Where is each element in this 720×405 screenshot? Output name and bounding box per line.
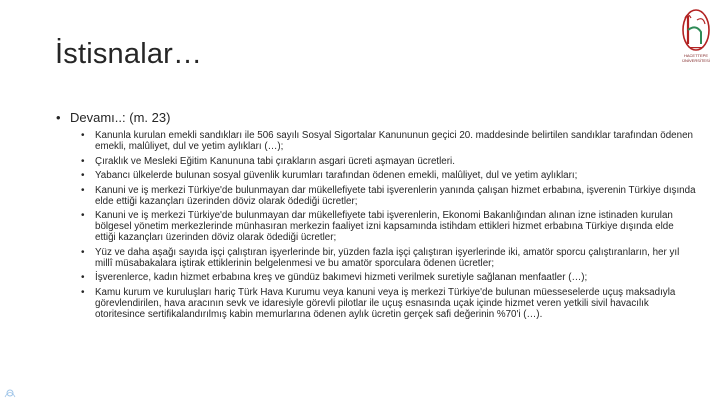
- bullet-icon: •: [81, 210, 85, 221]
- list-item: • Kanunla kurulan emekli sandıkları ile 506 sayılı Sosyal Sigortalar Kanununun geçici 20. maddesinde belirtilen sandıklar tarafından ödenen emekli, malûliyet, dul ve yetim aylıkları (…);: [81, 130, 693, 152]
- main-bullet: [56, 110, 696, 126]
- bullet-icon: •: [81, 184, 85, 196]
- sub-bullet-list: [56, 130, 696, 320]
- slide-title: İstisnalar…: [55, 38, 203, 70]
- list-item: • İşverenlerce, kadın hizmet erbabına kreş ve gündüz bakımevi hizmeti verilmek suretiyle sağlanan menfaatler (…);: [81, 272, 588, 283]
- bullet-icon: •: [81, 170, 85, 181]
- bullet-icon: •: [81, 130, 85, 141]
- list-item: • Yabancı ülkelerde bulunan sosyal güvenlik kurumları tarafından ödenen emekli, malûliyet, dul ve yetim aylıkları;: [81, 170, 578, 181]
- corner-decoration-icon: [2, 384, 18, 400]
- slide-content: [56, 110, 696, 323]
- bullet-icon: •: [81, 246, 85, 258]
- list-item: • Kanuni ve iş merkezi Türkiye'de bulunmayan dar mükellefiyete tabi işverenlerin, Ekonomi Bakanlığından alınan izne istinaden kurulan bölgesel yönetim merkezlerinde münhasıran merkezin faaliyet izni kapsamında istihdam ettikleri hizmet erbabına Türkiye dışında elde ettiği kazançları üzerinden döviz olarak ödediği ücretler;: [81, 210, 674, 243]
- bullet-icon: •: [56, 110, 61, 125]
- logo-caption: HACETTEPE ÜNİVERSİTESİ: [682, 53, 710, 63]
- main-bullet-text: Devamı..: (m. 23): [70, 110, 171, 125]
- list-item: • Yüz ve daha aşağı sayıda işçi çalıştıran işyerlerinde bir, yüzden fazla işçi çalıştıran işyerlerinde iki, amatör sporcu çalıştıranların, her yıl millî müsabakalara iştirak ettiklerinin belgelenmesi ve bu amatör sporculara ödenen ücretler;: [81, 246, 680, 269]
- bullet-icon: •: [81, 272, 85, 283]
- list-item: • Kamu kurum ve kuruluşları hariç Türk Hava Kurumu veya kanuni veya iş merkezi Türkiye'de bulunan müesseselerde uçuş maksadıyla görevlendirilen, hava aracının sevk ve idaresiyle görevli pilotlar ile uçuş esnasında uçak içinde hizmet veren yetkili sivil havacılık otoritesince sertifikalandırılmış kabin memurlarına ödenen aylık ücretin gerçek safi değerinin %70'i (…).: [81, 286, 676, 320]
- list-item: • Çıraklık ve Mesleki Eğitim Kanununa tabi çırakların asgari ücreti aşmayan ücretleri.: [81, 155, 455, 167]
- bullet-icon: •: [81, 155, 85, 167]
- list-item: • Kanuni ve iş merkezi Türkiye'de bulunmayan dar mükellefiyete tabi işverenlerin yanında çalışan hizmet erbabına, işverenin Türkiye dışında elde ettiği kazançları üzerinden döviz olarak ödediği ücretler;: [81, 184, 696, 207]
- bullet-icon: •: [81, 286, 85, 298]
